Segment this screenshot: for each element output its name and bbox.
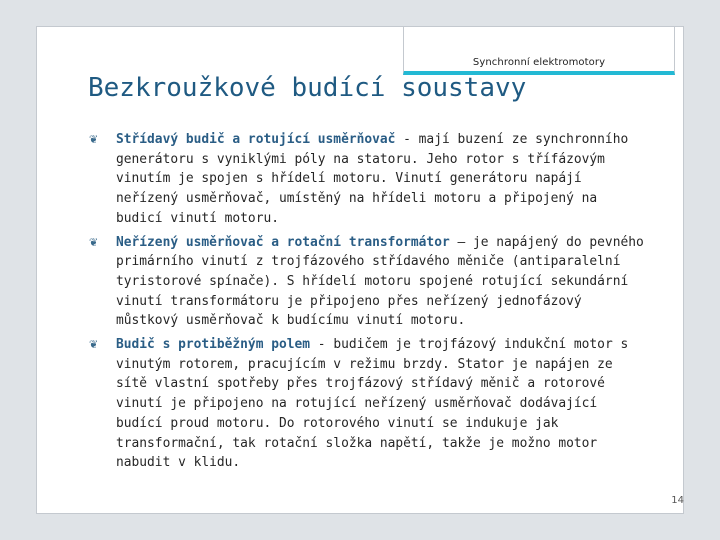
leaf-bullet-icon: ❦ (89, 235, 99, 249)
bullet-item (88, 130, 648, 229)
bullet-text: - budičem je trojfázový indukční motor s vinutým rotorem, pracujícím v režimu brzdy. Stator je napájen ze sítě vlastní spotřeby přes trojfázový střídavý měnič a rotorové vinutí je připojeno na rotující neřízený usměrňovač dodávající budící proud motoru. Do rotorového vinutí se indukuje jak transformační, tak rotační složka napětí, takže je možno motor nabudit v klidu. (116, 337, 629, 471)
header-tab (403, 27, 675, 75)
bullet-term: Budič s protiběžným polem (116, 337, 311, 353)
header-label: Synchronní elektromotory (472, 57, 606, 68)
bullet-term: Neřízený usměrňovač a rotační transformátor (116, 234, 450, 250)
leaf-bullet-icon: ❦ (89, 133, 99, 146)
bullet-term: Střídavý budič a rotující usměrňovač (116, 132, 396, 147)
bullet-item (88, 335, 648, 473)
slide-title: Bezkroužkové budící soustavy (88, 73, 527, 103)
bullet-item (88, 233, 648, 332)
bullet-list (88, 130, 648, 477)
leaf-bullet-icon: ❦ (89, 338, 99, 352)
page-number: 14 (671, 495, 684, 506)
bullet-text: - mají buzení ze synchronního generátoru s vyniklými póly na statoru. Jeho rotor s třífázovým vinutím je spojen s hřídelí motoru. Vinutí generátoru napájí neřízený usměrňovač, umístěný na hřídeli motoru a připojený na budicí vinutí motoru. (116, 132, 629, 226)
bullet-text: – je napájený do pevného primárního vinutí z trojfázového střídavého měniče (antiparalelní tyristorové spínače). S hřídelí motoru spojené rotující sekundární vinutí transformátoru je připojeno přes neřízený jednofázový můstkový usměrňovač k budícímu vinutí motoru. (116, 234, 644, 329)
